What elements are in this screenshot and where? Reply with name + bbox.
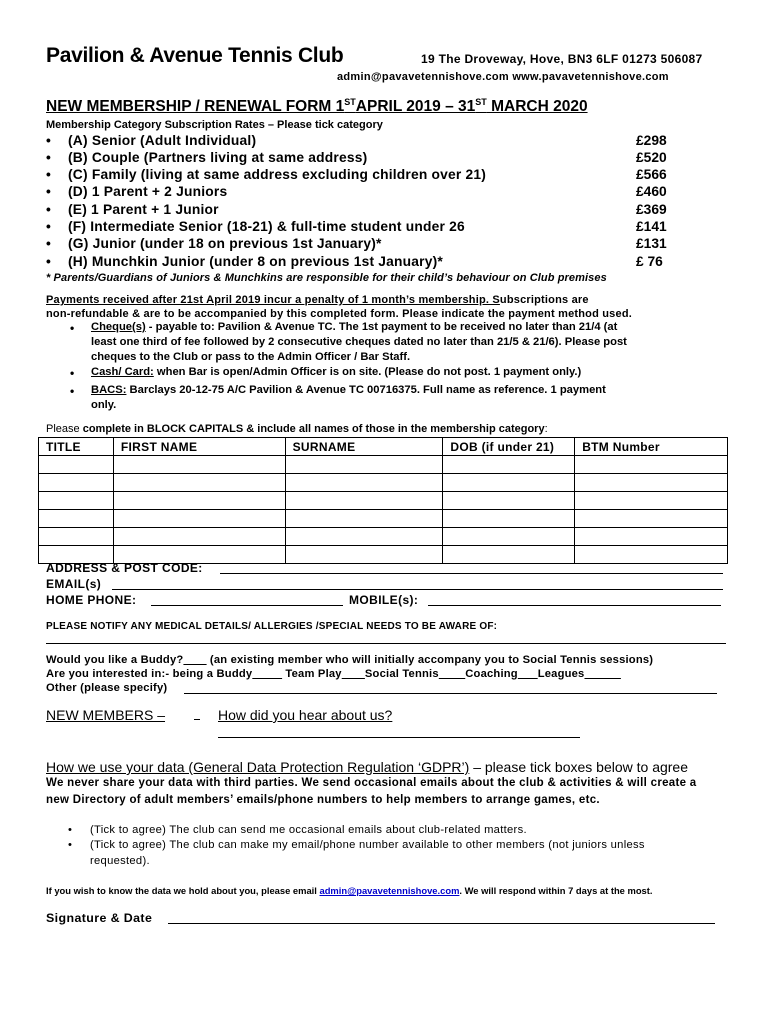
new-members-label: NEW MEMBERS – (46, 707, 166, 723)
payment-cheque-line2: least one third of fee followed by 2 consecutive cheques dated no later than 21/5 & 21/6). Please post (91, 336, 627, 348)
table-cell[interactable] (113, 456, 285, 474)
price-h: £ 76 (636, 254, 663, 269)
payment-cheque: Cheque(s) - payable to: Pavilion & Avenue TC. The 1st payment to be received no later than 21/4 (at (91, 321, 618, 333)
table-cell[interactable] (575, 510, 728, 528)
table-cell[interactable] (39, 474, 114, 492)
table-cell[interactable] (39, 456, 114, 474)
table-cell[interactable] (575, 492, 728, 510)
table-cell[interactable] (285, 528, 443, 546)
parents-note: * Parents/Guardians of Juniors & Munchkins are responsible for their child’s behaviour on Club premises (46, 272, 607, 284)
medical-label: PLEASE NOTIFY ANY MEDICAL DETAILS/ ALLERGIES /SPECIAL NEEDS TO BE AWARE OF: (46, 621, 498, 632)
signature-field[interactable] (168, 923, 715, 924)
gdpr-tick-directory[interactable]: • (Tick to agree) The club can make my email/phone number available to other members (not juniors unless (68, 839, 645, 851)
other-field[interactable] (184, 693, 717, 694)
email-label: EMAIL(s) (46, 577, 102, 591)
price-c: £566 (636, 167, 667, 182)
gdpr-tick-emails[interactable]: • (Tick to agree) The club can send me occasional emails about club-related matters. (68, 824, 527, 836)
table-cell[interactable] (443, 510, 575, 528)
table-cell[interactable] (39, 492, 114, 510)
bullet: • (70, 321, 75, 335)
table-row[interactable] (39, 492, 728, 510)
price-b: £520 (636, 150, 667, 165)
category-f[interactable]: • (F) Intermediate Senior (18-21) & full-time student under 26 (46, 219, 465, 234)
bullet: • (70, 384, 75, 398)
hear-field[interactable] (218, 737, 580, 738)
complete-instruction: Please complete in BLOCK CAPITALS & include all names of those in the membership category: (46, 423, 548, 435)
category-c[interactable]: • (C) Family (living at same address excluding children over 21) (46, 167, 487, 182)
table-cell[interactable] (39, 528, 114, 546)
club-name: Pavilion & Avenue Tennis Club (46, 44, 344, 67)
table-cell[interactable] (575, 474, 728, 492)
table-cell[interactable] (285, 546, 443, 564)
col-title: TITLE (39, 438, 114, 456)
new-members-mark (194, 719, 200, 720)
category-h[interactable]: • (H) Munchkin Junior (under 8 on previous 1st January)* (46, 254, 443, 269)
table-cell[interactable] (443, 474, 575, 492)
club-contact: admin@pavavetennishove.com www.pavavetennishove.com (337, 71, 669, 83)
category-g[interactable]: • (G) Junior (under 18 on previous 1st January)* (46, 236, 382, 251)
price-a: £298 (636, 133, 667, 148)
price-d: £460 (636, 184, 667, 199)
table-cell[interactable] (443, 528, 575, 546)
payment-bacs: BACS: Barclays 20-12-75 A/C Pavilion & Avenue TC 00716375. Full name as reference. 1 payment (91, 384, 606, 396)
gdpr-text: We never share your data with third parties. We send occasional emails about the club & activities & will create a (46, 777, 697, 789)
table-cell[interactable] (575, 546, 728, 564)
bullet: • (70, 366, 75, 380)
gdpr-tick-directory-2: requested). (90, 855, 150, 867)
category-d[interactable]: • (D) 1 Parent + 2 Juniors (46, 184, 228, 199)
table-cell[interactable] (113, 474, 285, 492)
table-cell[interactable] (285, 492, 443, 510)
medical-field[interactable] (46, 643, 726, 644)
table-row[interactable] (39, 510, 728, 528)
interest-options[interactable]: Are you interested in:- being a Buddy Team Play Social Tennis Coaching Leagues (46, 668, 585, 680)
rates-heading: Membership Category Subscription Rates – Please tick category (46, 119, 383, 131)
col-first-name: FIRST NAME (113, 438, 285, 456)
table-row[interactable] (39, 456, 728, 474)
payment-notice-2: non-refundable & are to be accompanied by this completed form. Please indicate the payment method used. (46, 308, 632, 320)
signature-label: Signature & Date (46, 911, 153, 925)
category-a[interactable]: • (A) Senior (Adult Individual) (46, 133, 257, 148)
table-cell[interactable] (113, 510, 285, 528)
table-cell[interactable] (575, 456, 728, 474)
table-cell[interactable] (285, 456, 443, 474)
club-address: 19 The Droveway, Hove, BN3 6LF 01273 506087 (421, 52, 703, 66)
col-btm-number: BTM Number (575, 438, 728, 456)
table-cell[interactable] (39, 510, 114, 528)
form-title: NEW MEMBERSHIP / RENEWAL FORM 1STAPRIL 2019 – 31ST MARCH 2020 (46, 97, 588, 116)
payment-bacs-line2: only. (91, 399, 117, 411)
table-header-row (39, 438, 728, 456)
other-label: Other (please specify) (46, 682, 168, 694)
category-b[interactable]: • (B) Couple (Partners living at same address) (46, 150, 368, 165)
mobile-field[interactable] (428, 605, 721, 606)
table-cell[interactable] (443, 546, 575, 564)
table-cell[interactable] (285, 510, 443, 528)
table-cell[interactable] (443, 492, 575, 510)
price-f: £141 (636, 219, 667, 234)
address-label: ADDRESS & POST CODE: (46, 561, 203, 575)
hear-question: How did you hear about us? (218, 707, 393, 723)
mobile-label: MOBILE(s): (349, 593, 419, 607)
table-cell[interactable] (285, 474, 443, 492)
table-cell[interactable] (443, 456, 575, 474)
home-phone-label: HOME PHONE: (46, 593, 137, 607)
table-cell[interactable] (113, 492, 285, 510)
price-e: £369 (636, 202, 667, 217)
col-surname: SURNAME (285, 438, 443, 456)
admin-email-link[interactable]: admin@pavavetennishove.com (319, 885, 460, 896)
email-field[interactable] (112, 589, 723, 590)
table-row[interactable] (39, 528, 728, 546)
table-cell[interactable] (575, 528, 728, 546)
home-phone-field[interactable] (151, 605, 343, 606)
gdpr-heading: How we use your data (General Data Protection Regulation ‘GDPR’) – please tick boxes below to agree (46, 759, 689, 775)
data-request-note: If you wish to know the data we hold about you, please email admin@pavavetennishove.com. We will respond within 7 days at the most. (46, 885, 653, 896)
address-field[interactable] (220, 573, 723, 574)
payment-notice: Payments received after 21st April 2019 incur a penalty of 1 month’s membership. Subscriptions are (46, 294, 589, 306)
payment-cheque-line3: cheques to the Club or pass to the Admin Officer / Bar Staff. (91, 351, 411, 363)
payment-cash: Cash/ Card: when Bar is open/Admin Officer is on site. (Please do not post. 1 payment only.) (91, 366, 582, 378)
members-table (38, 437, 728, 564)
col-dob: DOB (if under 21) (443, 438, 575, 456)
gdpr-text-2: new Directory of adult members’ emails/phone numbers to help members to arrange games, etc. (46, 794, 600, 806)
buddy-question: Would you like a Buddy? (an existing member who will initially accompany you to Social Tennis sessions) (46, 654, 654, 666)
price-g: £131 (636, 236, 667, 251)
category-e[interactable]: • (E) 1 Parent + 1 Junior (46, 202, 219, 217)
table-row[interactable] (39, 474, 728, 492)
table-cell[interactable] (113, 528, 285, 546)
